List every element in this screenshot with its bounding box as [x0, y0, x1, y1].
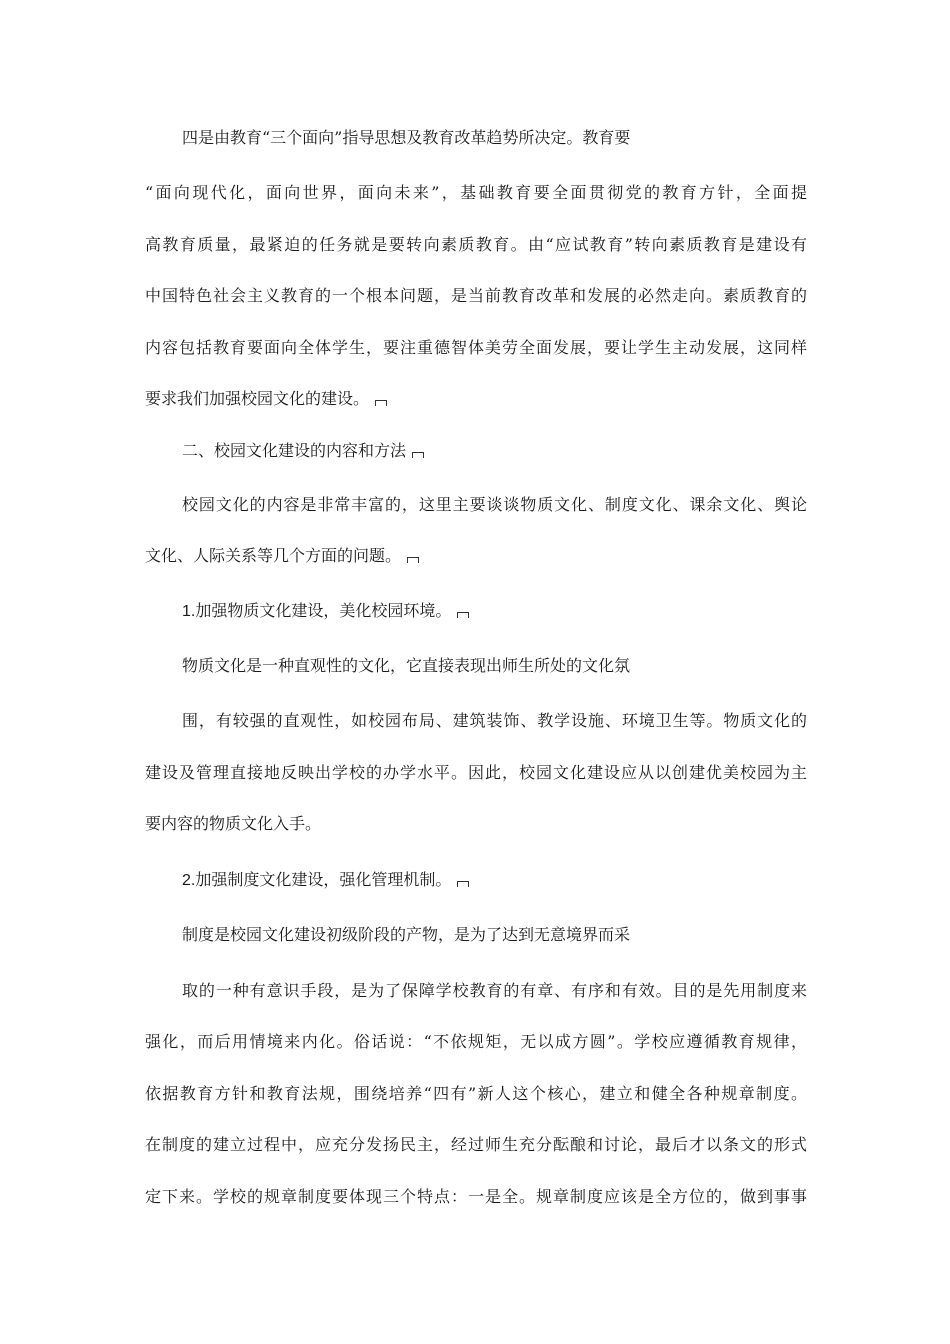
- section-heading: [182, 441, 807, 461]
- subheading: [182, 870, 807, 891]
- text-line: 内容包括教育要面向全体学生，要注重德智体美劳全面发展，要让学生主动发展，这同样: [145, 338, 807, 357]
- text-line: 四是由教育“三个面向”指导思想及教育改革趋势所决定。教育要: [182, 128, 631, 147]
- line-text: 要求我们加强校园文化的建设。: [145, 389, 370, 408]
- paragraph-mark-icon: [457, 612, 469, 618]
- text-line: 制度是校园文化建设初级阶段的产物，是为了达到无意境界而采: [182, 925, 631, 944]
- heading-text: 二、校园文化建设的内容和方法: [182, 441, 407, 460]
- paragraph-mark-icon: [457, 881, 469, 887]
- text-line: 中国特色社会主义教育的一个根本问题，是当前教育改革和发展的必然走向。素质教育的: [145, 286, 807, 305]
- text-line: 依据教育方针和教育法规，围绕培养“四有”新人这个核心，建立和健全各种规章制度。: [145, 1084, 807, 1103]
- text-line: 高教育质量，最紧迫的任务就是要转向素质教育。由“应试教育”转向素质教育是建设有: [145, 235, 807, 254]
- text-line: 取的一种有意识手段，是为了保障学校教育的有章、有序和有效。目的是先用制度来: [182, 981, 807, 1000]
- text-line: 强化，而后用情境来内化。俗话说：“不依规矩，无以成方圆”。学校应遵循教育规律，: [145, 1032, 807, 1051]
- paragraph-mark-icon: [412, 452, 424, 458]
- paragraph-mark-icon: [407, 557, 419, 563]
- text-line: 建设及管理直接地反映出学校的办学水平。因此，校园文化建设应从以创建优美校园为主: [145, 763, 807, 782]
- subheading-text: 加强制度文化建设，强化管理机制。: [195, 870, 452, 889]
- text-line: 校园文化的内容是非常丰富的，这里主要谈谈物质文化、制度文化、课余文化、舆论: [182, 495, 807, 514]
- text-line: [145, 389, 807, 409]
- text-line: “面向现代化，面向世界，面向未来”，基础教育要全面贯彻党的教育方针，全面提: [145, 183, 807, 202]
- paragraph-mark-icon: [375, 400, 387, 406]
- text-line: 要内容的物质文化入手。: [145, 814, 322, 833]
- text-line: 在制度的建立过程中，应充分发扬民主，经过师生充分酝酿和讨论，最后才以条文的形式: [145, 1135, 807, 1154]
- text-line: [145, 546, 807, 566]
- subheading-number: 1.: [182, 603, 196, 620]
- text-line: 围，有较强的直观性，如校园布局、建筑装饰、教学设施、环境卫生等。物质文化的: [182, 711, 807, 730]
- subheading-number: 2.: [182, 872, 196, 889]
- subheading-text: 加强物质文化建设，美化校园环境。: [195, 601, 452, 620]
- text-line: 定下来。学校的规章制度要体现三个特点：一是全。规章制度应该是全方位的，做到事事: [145, 1187, 807, 1206]
- line-text: 文化、人际关系等几个方面的问题。: [145, 546, 402, 565]
- text-line: 物质文化是一种直观性的文化，它直接表现出师生所处的文化氛: [182, 656, 631, 675]
- subheading: [182, 601, 807, 622]
